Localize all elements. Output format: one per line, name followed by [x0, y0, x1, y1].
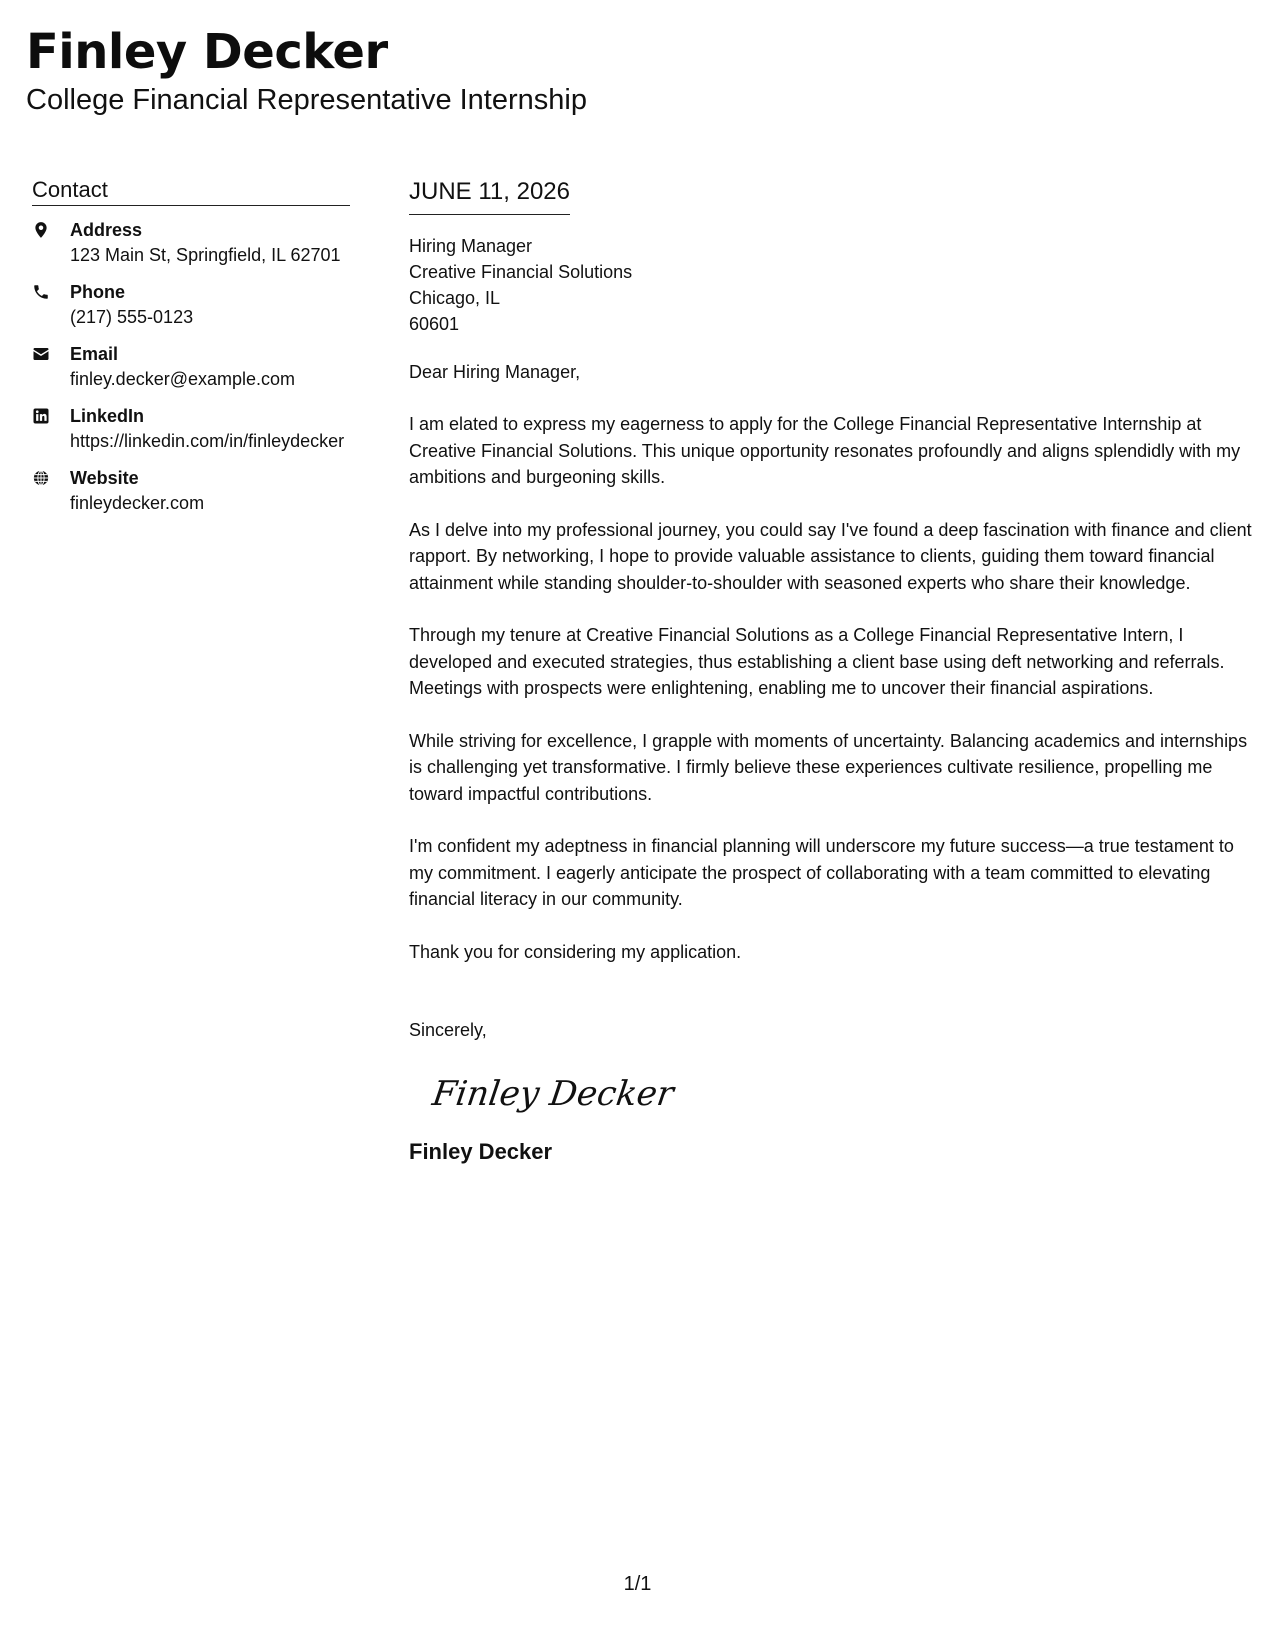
page-number: 1/1 [623, 1573, 652, 1595]
email-value: finley.decker@example.com [70, 369, 296, 389]
email-label: Email [70, 344, 119, 364]
salutation: Dear Hiring Manager, [409, 362, 581, 382]
contact-section-title: Contact [32, 176, 350, 206]
recipient-city: Chicago, IL [409, 288, 501, 308]
signer-name: Finley Decker [409, 1139, 553, 1164]
linkedin-label: LinkedIn [70, 406, 145, 426]
paragraph: I am elated to express my eagerness to apply for the College Financial Representative Internship at Creative Financial Solutions. This unique opportunity resonates profoundly and aligns splendidly with my ambitions and burgeoning skills. [409, 414, 1241, 487]
contact-website [32, 466, 350, 516]
signature-image [429, 1063, 1254, 1125]
map-pin-icon [32, 218, 70, 268]
applicant-name: Finley Decker [26, 24, 388, 80]
paragraph: Through my tenure at Creative Financial Solutions as a College Financial Representative Intern, I developed and executed strategies, thus establishing a client base using deft networking and referrals. Meetings with prospects were enlightening, enabling me to uncover their financial aspirations. [409, 625, 1225, 698]
phone-label: Phone [70, 282, 126, 302]
envelope-icon [32, 342, 70, 392]
address-value: 123 Main St, Springfield, IL 62701 [70, 245, 341, 265]
website-value[interactable]: finleydecker.com [70, 493, 205, 513]
phone-value: (217) 555-0123 [70, 307, 194, 327]
contact-email [32, 342, 350, 392]
recipient-zip: 60601 [409, 314, 460, 334]
contact-sidebar [32, 176, 350, 516]
paragraph: I'm confident my adeptness in financial planning will underscore my future success—a true testament to my commitment. I eagerly anticipate the prospect of collaborating with a team committed to elevating financial literacy in our community. [409, 836, 1234, 909]
letter-date: JUNE 11, 2026 [409, 176, 570, 215]
website-label: Website [70, 468, 139, 488]
paragraph: While striving for excellence, I grapple with moments of uncertainty. Balancing academics and internships is challenging yet transformative. I firmly believe these experiences cultivate resilience, propelling me toward impactful contributions. [409, 730, 1248, 804]
position-title: College Financial Representative Internship [26, 84, 587, 116]
recipient-block [409, 233, 1254, 337]
contact-address [32, 218, 350, 268]
phone-icon [32, 280, 70, 330]
recipient-company: Creative Financial Solutions [409, 262, 633, 282]
linkedin-value[interactable]: https://linkedin.com/in/finleydecker [70, 431, 345, 451]
linkedin-icon [32, 404, 70, 454]
globe-icon [32, 466, 70, 516]
address-label: Address [70, 220, 143, 240]
contact-linkedin [32, 404, 350, 454]
closing: Sincerely, [409, 1020, 487, 1040]
recipient-name: Hiring Manager [409, 236, 533, 256]
paragraph: As I delve into my professional journey, you could say I've found a deep fascination with finance and client rapport. By networking, I hope to provide valuable assistance to clients, guiding them toward financial attainment while standing shoulder-to-shoulder with seasoned experts who share their knowledge. [409, 519, 1252, 593]
signature-text: Finley Decker [429, 1074, 677, 1114]
paragraph: Thank you for considering my application. [409, 941, 742, 962]
header [26, 22, 587, 118]
contact-phone [32, 280, 350, 330]
letter-body [409, 176, 1254, 1167]
